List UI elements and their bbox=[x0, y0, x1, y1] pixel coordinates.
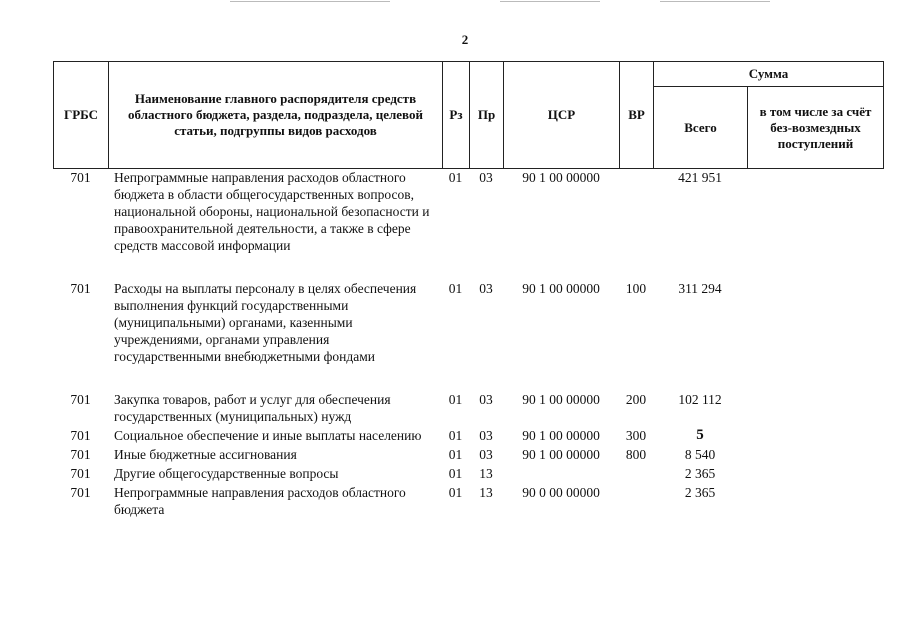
cell-rz: 01 bbox=[448, 392, 463, 407]
cell-csr: 90 1 00 00000 bbox=[522, 170, 600, 185]
cell-name: Непрограммные направления расходов областного бюджета в области общегосударственных вопросов, национальной обороны, национальной безопасности и правоохранительной деятельности, а также в сфере средств массовой информации bbox=[114, 170, 430, 253]
table-row bbox=[53, 465, 883, 484]
cell-grbs: 701 bbox=[70, 392, 91, 407]
cell-pr: 13 bbox=[479, 485, 493, 500]
scan-artifact bbox=[500, 1, 600, 2]
scan-artifact bbox=[660, 1, 770, 2]
cell-total: 102 112 bbox=[678, 392, 722, 407]
cell-pr: 03 bbox=[479, 428, 493, 443]
cell-vr bbox=[619, 465, 653, 484]
cell-rz: 01 bbox=[448, 466, 463, 481]
cell-csr: 90 1 00 00000 bbox=[522, 428, 600, 443]
cell-vr: 800 bbox=[625, 447, 647, 462]
cell-csr: 90 0 00 00000 bbox=[522, 485, 600, 500]
cell-total: 421 951 bbox=[678, 170, 722, 185]
cell-grbs: 701 bbox=[70, 428, 91, 443]
cell-incl bbox=[747, 465, 883, 484]
table-row bbox=[53, 168, 883, 280]
cell-pr: 03 bbox=[479, 392, 493, 407]
header-csr: ЦСР bbox=[504, 62, 620, 169]
cell-rz: 01 bbox=[448, 170, 463, 185]
header-total: Всего bbox=[654, 87, 748, 169]
scan-artifact bbox=[230, 1, 390, 2]
cell-grbs: 701 bbox=[70, 485, 91, 500]
table-row bbox=[53, 446, 883, 465]
header-incl: в том числе за счёт без-возмездных поступлений bbox=[748, 87, 884, 169]
cell-grbs: 701 bbox=[70, 281, 91, 296]
cell-grbs: 701 bbox=[70, 170, 91, 185]
cell-vr bbox=[619, 484, 653, 518]
cell-vr: 100 bbox=[625, 281, 647, 296]
cell-csr bbox=[503, 465, 619, 484]
table-header bbox=[53, 61, 884, 169]
cell-incl bbox=[747, 446, 883, 465]
table-row bbox=[53, 280, 883, 391]
cell-name: Другие общегосударственные вопросы bbox=[114, 466, 339, 481]
cell-total: 2 365 bbox=[684, 485, 716, 500]
header-name: Наименование главного распорядителя средств областного бюджета, раздела, подраздела, целевой статьи, подгруппы видов расходов bbox=[109, 62, 443, 169]
cell-csr: 90 1 00 00000 bbox=[522, 392, 600, 407]
cell-incl bbox=[747, 280, 883, 391]
cell-rz: 01 bbox=[448, 281, 463, 296]
cell-name: Социальное обеспечение и иные выплаты населению bbox=[114, 428, 422, 443]
cell-incl bbox=[747, 391, 883, 427]
cell-total: 311 294 bbox=[678, 281, 722, 296]
cell-vr: 300 bbox=[625, 428, 647, 443]
cell-name: Закупка товаров, работ и услуг для обеспечения государственных (муниципальных) нужд bbox=[114, 392, 391, 424]
cell-csr: 90 1 00 00000 bbox=[522, 447, 600, 462]
cell-incl bbox=[747, 427, 883, 446]
cell-pr: 13 bbox=[479, 466, 493, 481]
cell-rz: 01 bbox=[448, 447, 463, 462]
cell-vr bbox=[619, 168, 653, 280]
header-rz: Рз bbox=[443, 62, 470, 169]
cell-pr: 03 bbox=[479, 281, 493, 296]
cell-rz: 01 bbox=[448, 485, 463, 500]
cell-incl bbox=[747, 484, 883, 518]
cell-pr: 03 bbox=[479, 447, 493, 462]
cell-total: 5 bbox=[696, 427, 704, 443]
cell-incl bbox=[747, 168, 883, 280]
cell-name: Непрограммные направления расходов областного бюджета bbox=[114, 485, 406, 517]
cell-rz: 01 bbox=[448, 428, 463, 443]
header-sum: Сумма bbox=[654, 62, 884, 87]
cell-vr: 200 bbox=[625, 392, 647, 407]
table-row bbox=[53, 427, 883, 446]
cell-total: 2 365 bbox=[684, 466, 716, 481]
table-body bbox=[53, 168, 883, 518]
cell-grbs: 701 bbox=[70, 447, 91, 462]
table-row bbox=[53, 391, 883, 427]
header-vr: ВР bbox=[620, 62, 654, 169]
header-pr: Пр bbox=[470, 62, 504, 169]
cell-total: 8 540 bbox=[684, 447, 716, 462]
cell-name: Расходы на выплаты персоналу в целях обеспечения выполнения функций государственными (муниципальными) органами, казенными учреждениями, органами управления государственными внебюджетными фондами bbox=[114, 281, 417, 364]
page-number: 2 bbox=[461, 32, 469, 47]
table-row bbox=[53, 484, 883, 518]
cell-pr: 03 bbox=[479, 170, 493, 185]
cell-csr: 90 1 00 00000 bbox=[522, 281, 600, 296]
cell-grbs: 701 bbox=[70, 466, 91, 481]
cell-name: Иные бюджетные ассигнования bbox=[114, 447, 297, 462]
header-grbs: ГРБС bbox=[54, 62, 109, 169]
